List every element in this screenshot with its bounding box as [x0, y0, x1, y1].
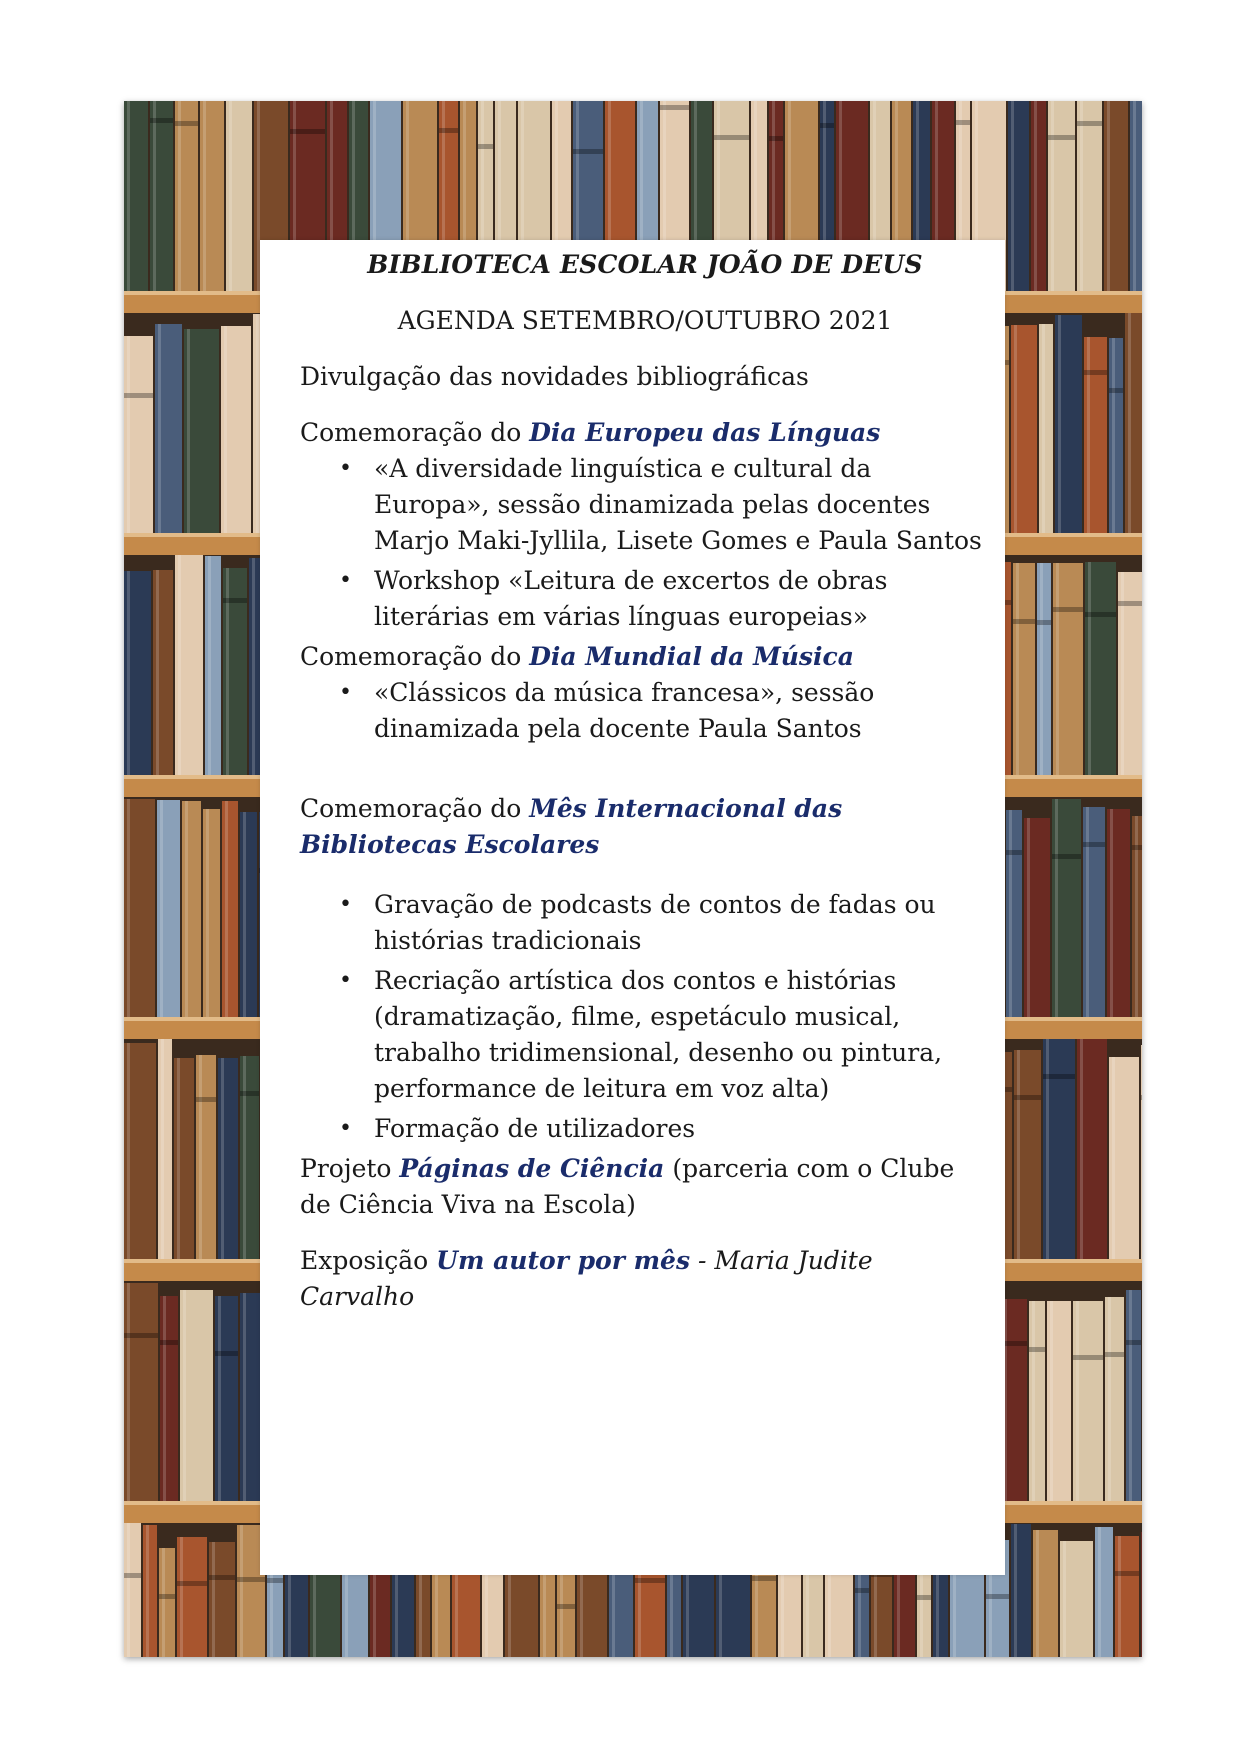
book-band — [1132, 845, 1142, 850]
book-highlight — [1034, 101, 1037, 291]
section-emphasis: Dia Mundial da Música — [529, 642, 854, 671]
book-band — [1115, 1571, 1139, 1576]
book-band — [267, 1578, 283, 1583]
projeto-emphasis: Páginas de Ciência — [399, 1154, 665, 1183]
book-highlight — [1058, 315, 1061, 533]
book-highlight — [127, 1043, 130, 1259]
book-band — [1043, 1074, 1075, 1079]
book-highlight — [162, 1548, 165, 1657]
book-highlight — [127, 799, 130, 1017]
book-highlight — [203, 101, 206, 291]
book-band — [124, 1573, 141, 1578]
agenda-content — [300, 247, 990, 1335]
book-highlight — [221, 1058, 224, 1259]
book-band — [1052, 854, 1081, 859]
book-spine — [1109, 338, 1123, 533]
book-spine — [1031, 101, 1046, 291]
book-band — [160, 1340, 178, 1345]
book-spine — [1029, 1301, 1045, 1501]
book-highlight — [1080, 101, 1083, 291]
book-highlight — [160, 800, 163, 1017]
book-highlight — [1017, 1050, 1020, 1259]
book-highlight — [1076, 1301, 1079, 1501]
book-band — [223, 598, 247, 603]
book-band — [986, 1594, 1009, 1599]
book-band — [290, 129, 325, 134]
book-highlight — [243, 1056, 246, 1259]
book-band — [752, 1576, 776, 1581]
book-highlight — [127, 101, 130, 291]
book-highlight — [208, 556, 211, 775]
book-band — [1029, 1347, 1045, 1352]
book-band — [124, 393, 153, 398]
book-spine — [203, 809, 220, 1017]
book-highlight — [1056, 563, 1059, 775]
book-band — [855, 1588, 869, 1593]
book-band — [215, 1351, 238, 1356]
book-highlight — [206, 809, 209, 1017]
book-band — [1053, 607, 1083, 612]
book-band — [573, 149, 603, 154]
book-band — [1013, 619, 1035, 624]
book-highlight — [1098, 1527, 1101, 1657]
book-highlight — [256, 314, 259, 533]
book-band — [209, 1575, 235, 1580]
section-heading-musica: Comemoração do Dia Mundial da Música — [300, 642, 854, 671]
book-highlight — [225, 801, 228, 1017]
book-highlight — [1046, 1039, 1049, 1259]
book-band — [1084, 370, 1107, 375]
book-band — [159, 1594, 175, 1599]
book-band — [478, 144, 493, 149]
intro-text: Divulgação das novidades bibliográficas — [300, 362, 809, 391]
book-band — [769, 136, 783, 141]
book-band — [635, 1578, 665, 1583]
exposicao-text: Exposição Um autor por mês - Maria Judite Carvalho — [300, 1246, 873, 1311]
section-emphasis: Mês Internacional das Bibliotecas Escolares — [300, 794, 843, 859]
book-highlight — [1087, 337, 1090, 533]
book-highlight — [1088, 562, 1091, 775]
book-spine — [159, 1548, 175, 1657]
book-band — [237, 1577, 265, 1582]
book-band — [150, 118, 173, 123]
book-highlight — [1014, 325, 1017, 533]
book-highlight — [229, 101, 232, 291]
projeto-text: Projeto Páginas de Ciência (parceria com o Clube de Ciência Viva na Escola) — [300, 1154, 955, 1219]
book-highlight — [1011, 101, 1014, 291]
exposicao-emphasis: Um autor por mês — [436, 1246, 691, 1275]
book-highlight — [178, 555, 181, 775]
section-emphasis: Dia Europeu das Línguas — [529, 418, 881, 447]
page-subtitle: AGENDA SETEMBRO/OUTUBRO 2021 — [397, 306, 893, 335]
book-band — [1105, 1352, 1124, 1357]
book-band — [1141, 1095, 1142, 1100]
book-highlight — [185, 801, 188, 1017]
book-spine — [222, 801, 238, 1017]
book-highlight — [1051, 101, 1054, 291]
book-highlight — [1009, 810, 1012, 1017]
book-band — [439, 128, 458, 133]
book-highlight — [1129, 1290, 1132, 1501]
book-band — [557, 1604, 575, 1609]
section-heading-linguas: Comemoração do Dia Europeu das Línguas — [300, 418, 881, 447]
book-highlight — [1027, 818, 1030, 1017]
book-highlight — [243, 812, 246, 1017]
book-highlight — [218, 1296, 221, 1501]
section-heading-bibliotecas: Comemoração do Mês Internacional das Bibliotecas Escolares — [300, 794, 843, 859]
book-highlight — [1128, 313, 1131, 533]
book-highlight — [1110, 809, 1113, 1017]
book-band — [1077, 121, 1102, 126]
book-highlight — [1118, 1536, 1121, 1657]
book-spine — [1095, 1527, 1113, 1657]
book-spine — [160, 1296, 178, 1501]
book-spine — [1105, 1297, 1124, 1501]
book-band — [1118, 601, 1142, 606]
list-item: • Workshop «Leitura de excertos de obras literárias em várias línguas europeias» — [374, 563, 990, 635]
book-highlight — [161, 1039, 164, 1259]
book-highlight — [240, 1525, 243, 1657]
book-band — [1083, 842, 1105, 847]
book-highlight — [158, 324, 161, 533]
book-highlight — [163, 1296, 166, 1501]
list-item: • «Clássicos da música francesa», sessão dinamizada pela docente Paula Santos — [374, 675, 990, 747]
book-spine — [1126, 1290, 1141, 1501]
book-band — [240, 1091, 259, 1096]
book-highlight — [1108, 1297, 1111, 1501]
book-highlight — [1133, 101, 1136, 291]
book-highlight — [1016, 563, 1019, 775]
book-spine — [158, 1039, 172, 1259]
book-band — [1048, 135, 1075, 140]
section-list-linguas — [300, 451, 990, 635]
book-highlight — [183, 1290, 186, 1501]
book-band — [124, 1333, 158, 1338]
book-highlight — [187, 329, 190, 533]
book-band — [1006, 850, 1022, 855]
list-item: • «A diversidade linguística e cultural da Europa», sessão dinamizada pelas docentes Marjo Maki-Jyllila, Lisete Gomes e Paula Santos — [374, 451, 990, 559]
book-highlight — [1032, 1301, 1035, 1501]
book-band — [1109, 388, 1123, 393]
book-band — [1073, 1355, 1103, 1360]
book-spine — [1037, 563, 1051, 775]
book-highlight — [1063, 1541, 1066, 1657]
book-highlight — [1055, 799, 1058, 1017]
book-spine — [1141, 1045, 1142, 1259]
book-band — [196, 1097, 216, 1102]
book-band — [1014, 1095, 1041, 1100]
section-list-bibliotecas — [300, 887, 990, 1147]
book-highlight — [1112, 338, 1115, 533]
book-highlight — [243, 1293, 246, 1501]
list-item: • Gravação de podcasts de contos de fadas ou histórias tradicionais — [374, 887, 990, 959]
book-highlight — [180, 1537, 183, 1657]
book-spine — [240, 1056, 259, 1259]
book-highlight — [199, 1055, 202, 1259]
book-band — [1037, 620, 1051, 625]
book-spine — [143, 1525, 157, 1657]
book-highlight — [177, 1058, 180, 1259]
book-highlight — [146, 1525, 149, 1657]
book-spine — [1006, 810, 1022, 1017]
book-spine — [124, 1523, 141, 1657]
book-highlight — [1107, 101, 1110, 291]
book-highlight — [1050, 1301, 1053, 1501]
book-highlight — [127, 571, 130, 775]
book-band — [660, 105, 689, 110]
book-highlight — [1042, 324, 1045, 533]
book-highlight — [1080, 1039, 1083, 1259]
book-spine — [1141, 1532, 1142, 1657]
book-band — [917, 1595, 931, 1600]
book-highlight — [156, 570, 159, 775]
book-highlight — [178, 101, 181, 291]
book-spine — [1039, 324, 1053, 533]
book-highlight — [1036, 1530, 1039, 1657]
book-spine — [1125, 313, 1142, 533]
book-highlight — [224, 326, 227, 533]
list-item: • Recriação artística dos contos e histórias (dramatização, filme, espetáculo musical, trabalho tridimensional, desenho ou pintura, performance de leitura em voz alta) — [374, 963, 990, 1107]
book-highlight — [153, 101, 156, 291]
book-highlight — [252, 558, 255, 775]
book-highlight — [127, 1523, 130, 1657]
book-spine — [205, 556, 221, 775]
list-item: • Formação de utilizadores — [374, 1111, 990, 1147]
book-highlight — [1086, 807, 1089, 1017]
book-highlight — [127, 336, 130, 533]
book-spine — [182, 801, 201, 1017]
book-band — [956, 120, 970, 125]
book-highlight — [1014, 1524, 1017, 1657]
book-band — [714, 135, 749, 140]
book-highlight — [1112, 1057, 1115, 1259]
book-highlight — [1040, 563, 1043, 775]
book-band — [1085, 612, 1116, 617]
book-band — [175, 121, 198, 126]
section-list-musica — [300, 675, 990, 747]
page-title: BIBLIOTECA ESCOLAR JOÃO DE DEUS — [367, 250, 923, 279]
book-highlight — [212, 1542, 215, 1657]
book-band — [820, 123, 834, 128]
book-band — [177, 1581, 207, 1586]
book-highlight — [127, 1283, 130, 1501]
book-spine — [240, 812, 257, 1017]
book-band — [1126, 1340, 1141, 1345]
